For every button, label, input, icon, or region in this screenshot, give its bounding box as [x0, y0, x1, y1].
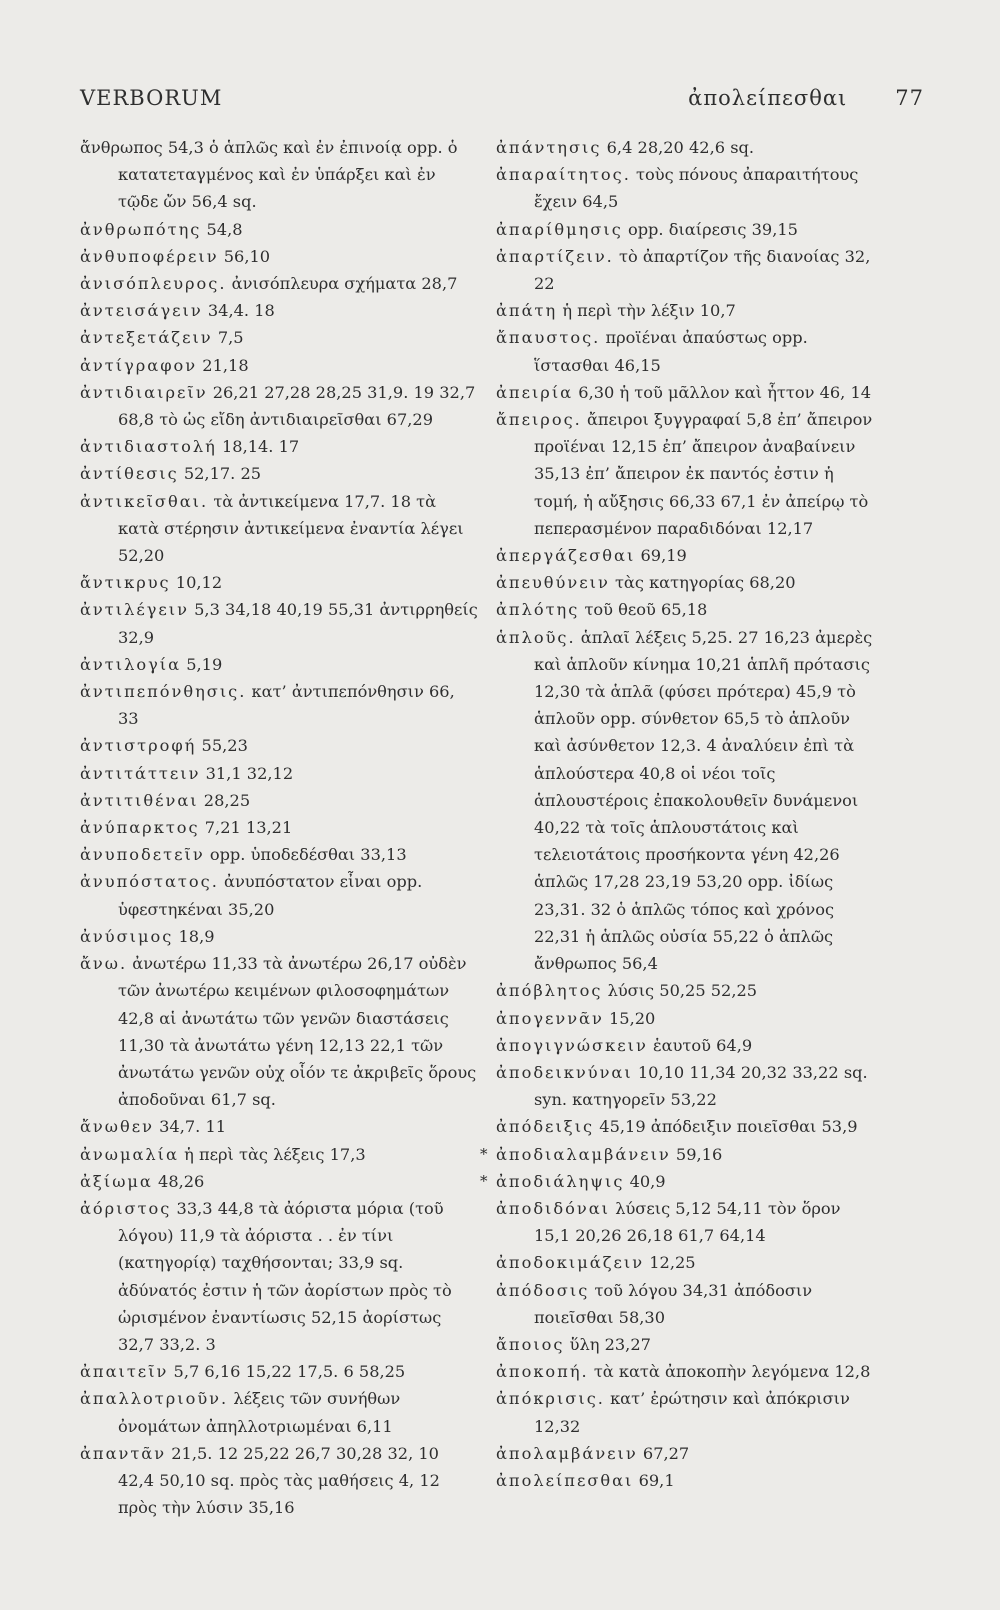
index-lemma: ἀπειρία	[496, 382, 574, 402]
index-lemma: ἀπογιγνώσκειν	[496, 1035, 648, 1055]
index-references: 10,12	[175, 573, 223, 593]
index-references: 12,25	[649, 1253, 696, 1273]
index-lemma: ἀπογεννᾶν	[496, 1008, 604, 1028]
index-entry	[496, 243, 881, 297]
running-head-right	[688, 86, 924, 110]
index-entry	[496, 324, 881, 378]
index-lemma: ἀπαλλοτριοῦν.	[80, 1389, 229, 1409]
index-entry	[480, 1141, 881, 1168]
index-lemma: ἀποδεικνύναι	[496, 1062, 633, 1082]
asterisk-mark: *	[480, 1171, 488, 1190]
index-references: 21,5. 12 25,22 26,7 30,28 32, 10 42,4 50,10 sq. πρὸς τὰς μαθήσεις 4, 12 πρὸς τὴν λύσιν 35,16	[118, 1443, 440, 1518]
index-entry	[80, 569, 480, 596]
index-references: 5,3 34,18 40,19 55,31 ἀντιρρηθείς 32,9	[118, 600, 478, 647]
index-entry	[80, 950, 480, 1113]
index-lemma: ἀπόδοσις	[496, 1280, 590, 1300]
index-lemma: ἀντεισάγειν	[80, 301, 203, 321]
index-entry	[496, 216, 881, 243]
index-references: ὕλη 23,27	[569, 1334, 651, 1354]
index-entry	[496, 406, 881, 542]
index-lemma: ἀπαρτίζειν.	[496, 246, 614, 266]
index-entry	[496, 1358, 881, 1385]
index-references: ἀνωτέρω 11,33 τὰ ἀνωτέρω 26,17 οὐδὲν τῶν ἀνωτέρω κειμένων φιλοσοφημάτων 42,8 αἱ ἀνωτάτω τῶν γενῶν διαστάσεις 11,30 τὰ ἀνωτάτω γένη 12,13 22,1 τῶν ἀνωτάτω γενῶν οὐχ οἷόν τε ἀκριβεῖς ὅρους ἀποδοῦναι 61,7 sq.	[118, 954, 477, 1110]
index-references: 67,27	[642, 1443, 690, 1463]
index-references: 21,18	[202, 355, 249, 375]
index-lemma: ἀντιτιθέναι	[80, 790, 199, 810]
index-references: 7,5	[217, 328, 244, 348]
index-entry	[480, 1168, 881, 1195]
index-lemma: ἀνισόπλευρος.	[80, 274, 227, 294]
index-column-right	[480, 134, 881, 1494]
index-entry	[496, 134, 881, 161]
index-entry	[80, 1113, 480, 1140]
index-lemma: ἀπολείπεσθαι	[496, 1470, 634, 1490]
index-lemma: ἄνω.	[80, 954, 128, 974]
index-entry	[80, 270, 480, 297]
index-lemma: ἀνύσιμος	[80, 926, 174, 946]
index-lemma: ἀποδιάληψις	[496, 1171, 625, 1191]
index-references: 56,10	[223, 246, 271, 266]
index-entry	[80, 1385, 480, 1439]
index-references: 15,20	[609, 1008, 656, 1028]
index-lemma: ἀποδιδόναι	[496, 1198, 611, 1218]
index-references: τὰς κατηγορίας 68,20	[614, 573, 796, 593]
index-entry	[80, 1195, 480, 1358]
index-entry	[80, 760, 480, 787]
index-lemma: ἄνωθεν	[80, 1117, 154, 1137]
index-references: 34,7. 11	[159, 1117, 227, 1137]
index-lemma: ἀντιλογία	[80, 654, 182, 674]
index-references: τοὺς πόνους ἀπαραιτήτους ἔχειν 64,5	[534, 165, 859, 212]
index-entry	[80, 868, 480, 922]
index-lemma: ἀνύπαρκτος	[80, 818, 200, 838]
index-entry	[80, 923, 480, 950]
index-entry	[496, 1005, 881, 1032]
index-entry	[80, 352, 480, 379]
index-entry	[496, 542, 881, 569]
index-references: τὰ ἀντικείμενα 17,7. 18 τὰ κατὰ στέρησιν ἀντικείμενα ἐναντία λέγει 52,20	[118, 491, 464, 566]
index-entry	[496, 1440, 881, 1467]
index-references: 33,3 44,8 τὰ ἀόριστα μόρια (τοῦ λόγου) 11,9 τὰ ἀόριστα . . ἐν τίνι (κατηγορίᾳ) ταχθήσονται; 33,9 sq. ἀδύνατός ἐστιν ἡ τῶν ἀορίστων πρὸς τὸ ὡρισμένον ἐναντίωσις 52,15 ἀορίστως 32,7 33,2. 3	[118, 1198, 452, 1354]
index-entry	[80, 216, 480, 243]
index-references: 52,17. 25	[183, 464, 262, 484]
index-references: 48,26	[158, 1171, 205, 1191]
index-references: 26,21 27,28 28,25 31,9. 19 32,7 68,8 τὸ ὡς εἴδη ἀντιδιαιρεῖσθαι 67,29	[118, 382, 476, 430]
index-lemma: ἀπάντησις	[496, 138, 602, 157]
index-entry	[80, 1440, 480, 1522]
index-references: 54,8	[206, 219, 243, 239]
index-references: 55,23	[201, 736, 248, 756]
index-references: 45,19 ἀπόδειξιν ποιεῖσθαι 53,9	[599, 1117, 858, 1137]
index-entry	[80, 324, 480, 351]
index-references: ἁπλαῖ λέξεις 5,25. 27 16,23 ἀμερὲς καὶ ἁπλοῦν κίνημα 10,21 ἁπλῆ πρότασις 12,30 τὰ ἁπλᾶ (φύσει πρότερα) 45,9 τὸ ἁπλοῦν opp. σύνθετον 65,5 τὸ ἁπλοῦν καὶ ἀσύνθετον 12,3. 4 ἀναλύειν ἐπὶ τὰ ἁπλούστερα 40,8 οἱ νέοι τοῖς ἁπλουστέροις ἐπακολουθεῖν δυνάμενοι 40,22 τὰ τοῖς ἁπλουστάτοις καὶ τελειοτάτοις προσήκοντα γένη 42,26 ἁπλῶς 17,28 23,19 53,20 opp. ἰδίως 23,31. 32 ὁ ἁπλῶς τόπος καὶ χρόνος 22,31 ἡ ἁπλῶς οὐσία 55,22 ὁ ἁπλῶς ἄνθρωπος 56,4	[534, 627, 873, 974]
index-entry	[80, 297, 480, 324]
index-references: προϊέναι ἀπαύστως opp. ἵστασθαι 46,15	[534, 328, 808, 375]
index-references: τοῦ λόγου 34,31 ἀπόδοσιν ποιεῖσθαι 58,30	[534, 1280, 813, 1327]
index-references: ἑαυτοῦ 64,9	[652, 1035, 753, 1055]
asterisk-mark: *	[480, 1144, 488, 1163]
index-references: ἄπειροι ξυγγραφαί 5,8 ἐπ’ ἄπειρον προϊέναι 12,15 ἐπ’ ἄπειρον ἀναβαίνειν 35,13 ἐπ’ ἄπειρον ἐκ παντός ἐστιν ἡ τομή, ἡ αὔξησις 66,33 67,1 ἐν ἀπείρῳ τὸ πεπερασμένον παραδιδόναι 12,17	[534, 410, 873, 538]
index-references: 5,19	[186, 654, 223, 674]
index-entry	[80, 1358, 480, 1385]
index-entry	[496, 1032, 881, 1059]
index-entry	[80, 596, 480, 650]
index-lemma: ἀπόβλητος	[496, 981, 603, 1001]
index-references: 10,10 11,34 20,32 33,22 sq. syn. κατηγορεῖν 53,22	[534, 1062, 868, 1110]
index-lemma: ἁπλοῦς.	[496, 627, 576, 647]
index-lemma: ἄπαυστος.	[496, 328, 601, 348]
index-references: ἀνισόπλευρα σχήματα 28,7	[231, 274, 458, 294]
index-entry	[496, 379, 881, 406]
index-references: opp. διαίρεσις 39,15	[627, 219, 798, 239]
index-entry	[80, 460, 480, 487]
running-head-left: VERBORUM	[80, 86, 223, 110]
index-lemma: ἀντιλέγειν	[80, 600, 189, 620]
index-lemma: ἀνθυποφέρειν	[80, 246, 219, 266]
index-entry	[496, 1277, 881, 1331]
index-lemma: ἀντιπεπόνθησις.	[80, 682, 247, 702]
index-references: 18,14. 17	[221, 437, 300, 457]
index-entry	[80, 787, 480, 814]
index-references: λύσις 50,25 52,25	[607, 981, 758, 1001]
index-references: 69,19	[640, 546, 687, 566]
index-entry	[80, 841, 480, 868]
index-references: 7,21 13,21	[204, 818, 293, 838]
index-entry	[80, 243, 480, 270]
index-entry	[80, 134, 480, 216]
index-entry	[80, 678, 480, 732]
index-references: 5,7 6,16 15,22 17,5. 6 58,25	[173, 1362, 406, 1382]
index-references: τὰ κατὰ ἀποκοπὴν λεγόμενα 12,8	[593, 1362, 871, 1382]
index-entry	[80, 732, 480, 759]
index-references: λέξεις τῶν συνήθων ὀνομάτων ἀπηλλοτριωμέναι 6,11	[118, 1389, 401, 1436]
index-lemma: ἀντιστροφή	[80, 736, 197, 756]
index-lemma: ἀνυπόστατος.	[80, 872, 219, 892]
index-lemma: ἀντίθεσις	[80, 464, 179, 484]
index-lemma: ἀποδιαλαμβάνειν	[496, 1144, 671, 1164]
index-references: 69,1	[638, 1470, 675, 1490]
index-entry	[496, 624, 881, 978]
index-lemma: ἀπλότης	[496, 600, 580, 620]
index-lemma: ἀποκοπή.	[496, 1362, 589, 1382]
index-lemma: ἄντικρυς	[80, 573, 171, 593]
index-references: 28,25	[203, 790, 251, 810]
index-lemma: ἀνθρωπότης	[80, 219, 202, 239]
index-lemma: ἀπάτη	[496, 301, 558, 321]
index-references: 34,4. 18	[207, 301, 275, 321]
page-number: 77	[895, 86, 924, 110]
index-lemma: ἀπόκρισις.	[496, 1389, 605, 1409]
index-entry	[80, 488, 480, 570]
index-entry	[80, 814, 480, 841]
index-references: ἡ περὶ τὴν λέξιν 10,7	[562, 301, 736, 321]
index-lemma: ἀξίωμα	[80, 1171, 153, 1191]
index-entry	[80, 1168, 480, 1195]
index-entry	[80, 651, 480, 678]
index-lemma: ἀντιτάττειν	[80, 763, 201, 783]
index-lemma: ἀπαρίθμησις	[496, 219, 623, 239]
index-lemma: ἀπόδειξις	[496, 1117, 595, 1137]
index-lemma: ἀόριστος	[80, 1198, 172, 1218]
index-entry	[496, 1113, 881, 1140]
index-lemma: ἀπευθύνειν	[496, 573, 610, 593]
index-references: ἄνθρωπος 54,3 ὁ ἁπλῶς καὶ ἐν ἐπινοίᾳ opp. ὁ κατατεταγμένος καὶ ἐν ὑπάρξει καὶ ἐν τῷδε ὤν 56,4 sq.	[80, 138, 458, 212]
index-entry	[80, 379, 480, 433]
index-lemma: ἀποδοκιμάζειν	[496, 1253, 645, 1273]
index-lemma: ἀντιδιαστολή	[80, 437, 217, 457]
index-entry	[496, 161, 881, 215]
running-head-word: ἀπολείπεσθαι	[688, 86, 848, 110]
index-lemma: ἀντικεῖσθαι.	[80, 491, 209, 511]
index-lemma: ἀπαιτεῖν	[80, 1362, 169, 1382]
index-references: τοῦ θεοῦ 65,18	[584, 600, 708, 620]
index-entry	[496, 1331, 881, 1358]
index-lemma: ἀνωμαλία	[80, 1144, 179, 1164]
index-references: 59,16	[675, 1144, 723, 1164]
index-references: ἀνυπόστατον εἶναι opp. ὑφεστηκέναι 35,20	[118, 872, 423, 919]
index-entry	[496, 1249, 881, 1276]
index-lemma: ἀντεξετάζειν	[80, 328, 213, 348]
index-entry	[496, 1195, 881, 1249]
index-entry	[496, 596, 881, 623]
index-entry	[80, 1141, 480, 1168]
index-references: κατ’ ἐρώτησιν καὶ ἀπόκρισιν 12,32	[534, 1389, 850, 1436]
index-lemma: ἀπολαμβάνειν	[496, 1443, 638, 1463]
index-lemma: ἀντιδιαιρεῖν	[80, 382, 208, 402]
index-lemma: ἀπαραίτητος.	[496, 165, 631, 185]
index-entry	[496, 569, 881, 596]
index-column-left	[80, 134, 480, 1521]
index-entry	[496, 1385, 881, 1439]
index-entry	[496, 1467, 881, 1494]
index-entry	[496, 977, 881, 1004]
index-references: 40,9	[629, 1171, 666, 1191]
index-references: 6,4 28,20 42,6 sq.	[606, 138, 755, 157]
index-entry	[80, 433, 480, 460]
index-references: κατ’ ἀντιπεπόνθησιν 66, 33	[118, 682, 455, 729]
index-entry	[496, 297, 881, 324]
index-references: λύσεις 5,12 54,11 τὸν ὅρον 15,1 20,26 26,18 61,7 64,14	[534, 1198, 841, 1246]
index-references: τὸ ἀπαρτίζον τῆς διανοίας 32, 22	[534, 246, 871, 294]
index-lemma: ἀπεργάζεσθαι	[496, 546, 636, 566]
index-references: ἡ περὶ τὰς λέξεις 17,3	[184, 1144, 366, 1164]
index-lemma: ἀπαντᾶν	[80, 1443, 167, 1463]
index-references: 31,1 32,12	[205, 763, 294, 783]
index-lemma: ἄποιος	[496, 1334, 565, 1354]
index-lemma: ἄπειρος.	[496, 410, 582, 430]
index-references: opp. ὑποδεδέσθαι 33,13	[209, 845, 407, 865]
index-lemma: ἀντίγραφον	[80, 355, 198, 375]
index-references: 18,9	[178, 926, 215, 946]
index-lemma: ἀνυποδετεῖν	[80, 845, 205, 865]
index-entry	[496, 1059, 881, 1113]
index-references: 6,30 ἡ τοῦ μᾶλλον καὶ ἧττον 46, 14	[578, 382, 872, 402]
